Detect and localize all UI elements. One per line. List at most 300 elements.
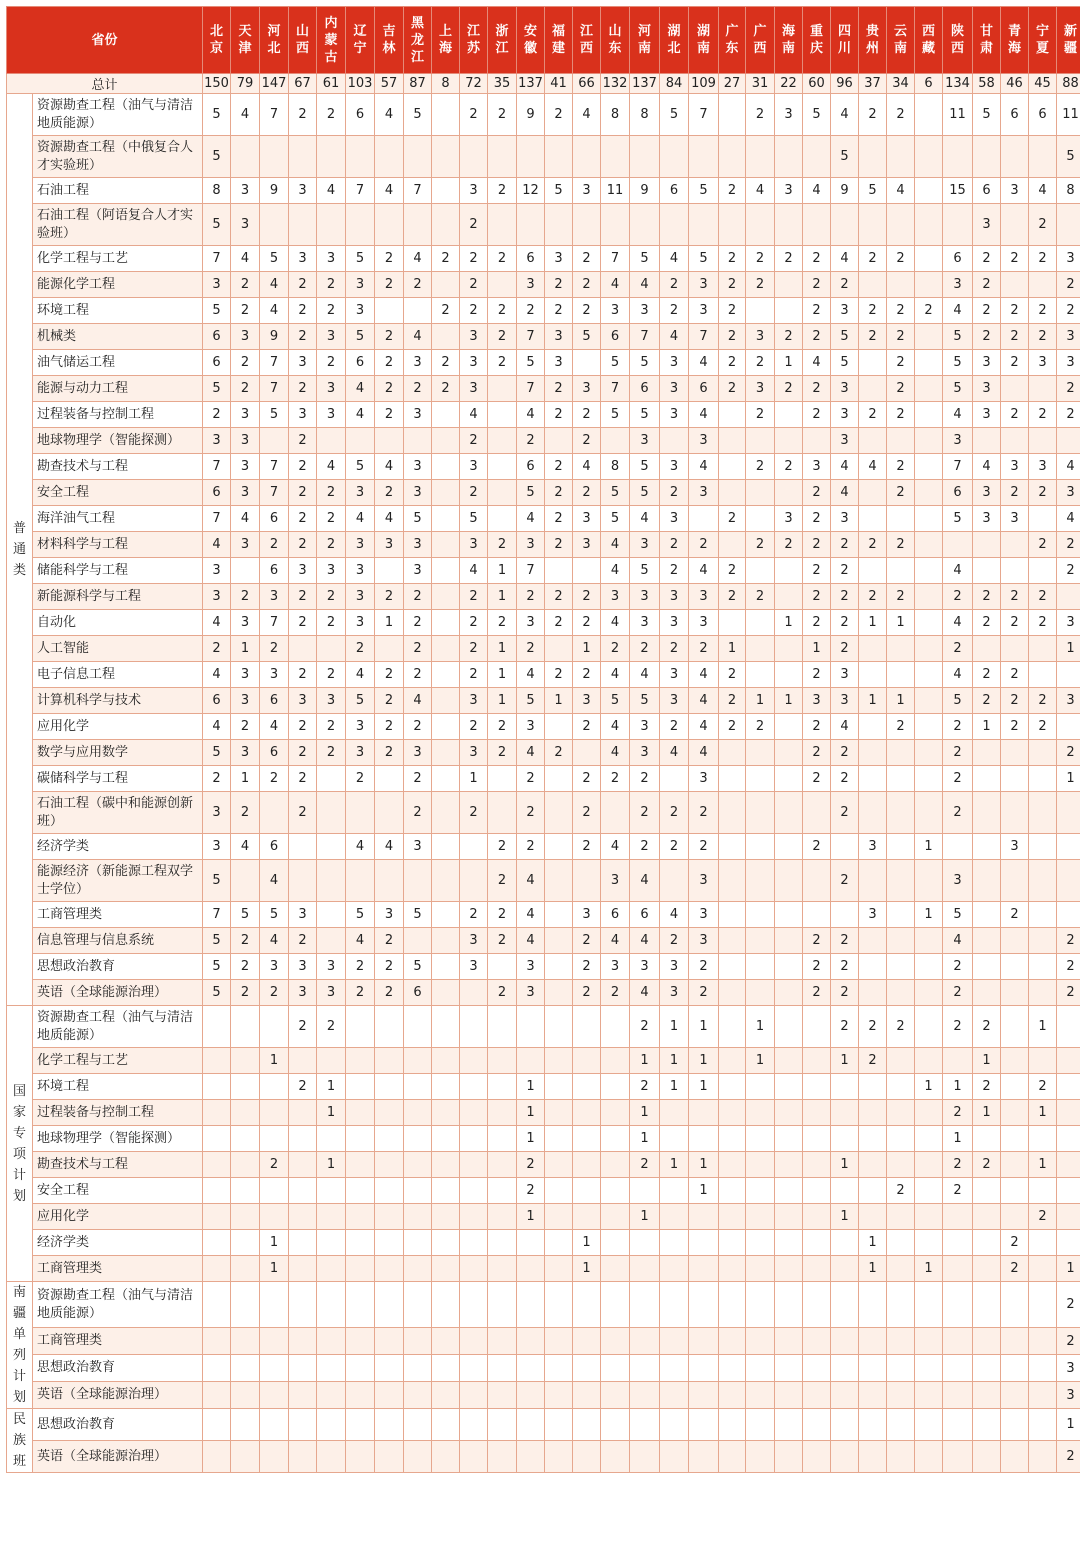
quota-cell: 4 bbox=[203, 532, 231, 558]
quota-cell: 9 bbox=[831, 178, 859, 204]
quota-cell: 2 bbox=[1029, 532, 1057, 558]
quota-cell: 4 bbox=[660, 324, 689, 350]
quota-cell bbox=[432, 1152, 460, 1178]
quota-cell bbox=[915, 480, 943, 506]
quota-cell: 2 bbox=[859, 532, 887, 558]
quota-cell bbox=[746, 792, 775, 834]
quota-cell: 2 bbox=[573, 928, 601, 954]
quota-cell: 1 bbox=[260, 1048, 289, 1074]
quota-cell: 6 bbox=[1029, 94, 1057, 136]
quota-cell: 2 bbox=[260, 980, 289, 1006]
quota-cell: 3 bbox=[660, 454, 689, 480]
province-name: 重 庆 bbox=[810, 24, 824, 56]
quota-cell bbox=[203, 1006, 231, 1048]
quota-cell bbox=[775, 1006, 803, 1048]
quota-cell bbox=[1029, 376, 1057, 402]
quota-cell bbox=[488, 1441, 517, 1473]
quota-cell: 2 bbox=[375, 350, 404, 376]
quota-cell: 2 bbox=[719, 298, 746, 324]
quota-cell: 4 bbox=[973, 454, 1001, 480]
quota-cell bbox=[719, 1230, 746, 1256]
major-name: 环境工程 bbox=[33, 298, 203, 324]
quota-cell bbox=[517, 136, 545, 178]
category-text: 民族班 bbox=[12, 1412, 26, 1469]
quota-cell: 2 bbox=[719, 584, 746, 610]
quota-cell bbox=[1001, 1409, 1029, 1441]
quota-cell: 9 bbox=[630, 178, 660, 204]
quota-cell bbox=[719, 902, 746, 928]
quota-cell bbox=[517, 204, 545, 246]
quota-cell: 1 bbox=[317, 1074, 346, 1100]
quota-cell bbox=[719, 954, 746, 980]
quota-cell: 2 bbox=[943, 1152, 973, 1178]
quota-cell bbox=[746, 980, 775, 1006]
quota-cell bbox=[432, 506, 460, 532]
quota-cell: 2 bbox=[943, 636, 973, 662]
quota-cell bbox=[289, 1355, 317, 1382]
quota-cell: 2 bbox=[488, 928, 517, 954]
quota-cell: 1 bbox=[231, 766, 260, 792]
quota-cell: 2 bbox=[859, 246, 887, 272]
province-header bbox=[719, 7, 746, 74]
quota-cell bbox=[545, 1006, 573, 1048]
quota-cell: 1 bbox=[915, 834, 943, 860]
province-header bbox=[660, 7, 689, 74]
quota-cell bbox=[404, 1441, 432, 1473]
quota-cell bbox=[1001, 860, 1029, 902]
quota-cell: 2 bbox=[803, 376, 831, 402]
quota-cell: 2 bbox=[488, 94, 517, 136]
quota-cell: 2 bbox=[973, 610, 1001, 636]
quota-cell bbox=[203, 1409, 231, 1441]
quota-cell: 2 bbox=[831, 860, 859, 902]
quota-cell: 9 bbox=[260, 178, 289, 204]
quota-cell bbox=[545, 204, 573, 246]
table-row bbox=[7, 610, 1080, 636]
quota-cell bbox=[573, 740, 601, 766]
quota-cell bbox=[346, 1178, 375, 1204]
quota-cell bbox=[915, 428, 943, 454]
quota-cell: 3 bbox=[231, 454, 260, 480]
table-row bbox=[7, 246, 1080, 272]
quota-cell bbox=[488, 506, 517, 532]
quota-cell: 2 bbox=[803, 324, 831, 350]
quota-cell: 3 bbox=[689, 584, 719, 610]
quota-cell bbox=[375, 1355, 404, 1382]
quota-cell bbox=[573, 1048, 601, 1074]
quota-cell bbox=[973, 860, 1001, 902]
quota-cell bbox=[831, 1256, 859, 1282]
quota-cell: 2 bbox=[545, 480, 573, 506]
quota-cell: 2 bbox=[488, 350, 517, 376]
quota-cell: 1 bbox=[746, 1006, 775, 1048]
quota-cell bbox=[630, 1282, 660, 1328]
quota-cell bbox=[887, 558, 915, 584]
quota-cell: 2 bbox=[943, 740, 973, 766]
quota-cell: 2 bbox=[803, 246, 831, 272]
quota-cell bbox=[719, 1441, 746, 1473]
quota-cell: 3 bbox=[831, 376, 859, 402]
quota-cell bbox=[859, 954, 887, 980]
quota-cell: 2 bbox=[460, 714, 488, 740]
quota-cell bbox=[915, 584, 943, 610]
quota-cell: 3 bbox=[231, 532, 260, 558]
quota-cell bbox=[317, 1230, 346, 1256]
quota-cell bbox=[746, 1178, 775, 1204]
quota-cell bbox=[660, 1355, 689, 1382]
quota-cell bbox=[460, 1282, 488, 1328]
quota-cell: 5 bbox=[630, 350, 660, 376]
quota-cell: 2 bbox=[719, 178, 746, 204]
quota-cell: 3 bbox=[231, 480, 260, 506]
quota-cell: 3 bbox=[1057, 480, 1080, 506]
quota-cell bbox=[517, 1409, 545, 1441]
quota-cell: 2 bbox=[1057, 272, 1080, 298]
quota-cell bbox=[432, 1126, 460, 1152]
quota-cell: 4 bbox=[517, 402, 545, 428]
quota-cell: 7 bbox=[260, 480, 289, 506]
quota-cell: 5 bbox=[260, 402, 289, 428]
quota-cell bbox=[915, 1006, 943, 1048]
quota-cell bbox=[660, 428, 689, 454]
quota-cell: 4 bbox=[831, 480, 859, 506]
quota-cell bbox=[859, 1355, 887, 1382]
quota-cell bbox=[803, 428, 831, 454]
quota-cell bbox=[630, 1382, 660, 1409]
quota-cell: 6 bbox=[260, 834, 289, 860]
quota-cell bbox=[432, 954, 460, 980]
quota-cell bbox=[517, 1282, 545, 1328]
quota-cell: 7 bbox=[630, 324, 660, 350]
quota-cell: 4 bbox=[1029, 178, 1057, 204]
quota-cell: 2 bbox=[1029, 402, 1057, 428]
quota-cell: 1 bbox=[689, 1178, 719, 1204]
quota-cell bbox=[1057, 1074, 1080, 1100]
quota-cell bbox=[488, 480, 517, 506]
quota-cell bbox=[346, 204, 375, 246]
province-header bbox=[943, 7, 973, 74]
quota-cell bbox=[460, 1100, 488, 1126]
quota-cell: 3 bbox=[630, 428, 660, 454]
quota-cell bbox=[317, 636, 346, 662]
quota-cell bbox=[488, 1382, 517, 1409]
quota-cell: 2 bbox=[859, 324, 887, 350]
quota-cell bbox=[346, 136, 375, 178]
quota-cell: 1 bbox=[630, 1048, 660, 1074]
quota-cell: 2 bbox=[260, 1152, 289, 1178]
quota-cell: 4 bbox=[746, 178, 775, 204]
table-row bbox=[7, 402, 1080, 428]
quota-cell bbox=[943, 1382, 973, 1409]
total-cell: 45 bbox=[1029, 74, 1057, 94]
quota-cell: 4 bbox=[660, 902, 689, 928]
quota-cell bbox=[775, 792, 803, 834]
quota-cell bbox=[1001, 1100, 1029, 1126]
province-name: 上 海 bbox=[439, 24, 453, 56]
quota-cell bbox=[432, 1048, 460, 1074]
quota-cell: 3 bbox=[460, 178, 488, 204]
quota-cell: 3 bbox=[831, 298, 859, 324]
quota-cell: 2 bbox=[831, 766, 859, 792]
quota-cell bbox=[375, 428, 404, 454]
quota-cell: 2 bbox=[1057, 558, 1080, 584]
quota-cell: 2 bbox=[719, 688, 746, 714]
quota-cell: 2 bbox=[1001, 350, 1029, 376]
quota-cell: 5 bbox=[630, 558, 660, 584]
quota-cell: 6 bbox=[260, 688, 289, 714]
major-name: 能源化学工程 bbox=[33, 272, 203, 298]
quota-cell bbox=[231, 136, 260, 178]
quota-cell bbox=[660, 204, 689, 246]
quota-cell: 4 bbox=[831, 714, 859, 740]
quota-cell bbox=[915, 1178, 943, 1204]
quota-cell: 4 bbox=[231, 246, 260, 272]
quota-cell bbox=[260, 1006, 289, 1048]
table-row bbox=[7, 1355, 1080, 1382]
quota-cell bbox=[601, 1204, 630, 1230]
quota-cell: 2 bbox=[943, 980, 973, 1006]
quota-cell: 2 bbox=[573, 834, 601, 860]
quota-cell bbox=[289, 1100, 317, 1126]
quota-cell bbox=[1029, 740, 1057, 766]
quota-cell: 4 bbox=[630, 928, 660, 954]
quota-cell: 1 bbox=[831, 1048, 859, 1074]
quota-cell bbox=[545, 980, 573, 1006]
quota-cell: 7 bbox=[689, 324, 719, 350]
total-cell: 137 bbox=[517, 74, 545, 94]
table-row bbox=[7, 1100, 1080, 1126]
quota-cell: 2 bbox=[289, 714, 317, 740]
quota-cell bbox=[460, 1178, 488, 1204]
table-row bbox=[7, 506, 1080, 532]
quota-cell bbox=[231, 1382, 260, 1409]
quota-cell bbox=[545, 1382, 573, 1409]
quota-cell: 2 bbox=[375, 402, 404, 428]
quota-cell: 2 bbox=[1001, 1230, 1029, 1256]
province-name: 河 北 bbox=[267, 24, 281, 56]
province-header bbox=[573, 7, 601, 74]
quota-cell bbox=[573, 1409, 601, 1441]
quota-cell: 3 bbox=[203, 834, 231, 860]
quota-cell: 2 bbox=[404, 610, 432, 636]
quota-cell bbox=[859, 1178, 887, 1204]
quota-cell bbox=[460, 834, 488, 860]
quota-cell: 2 bbox=[887, 376, 915, 402]
province-name: 广 西 bbox=[753, 24, 767, 56]
quota-cell bbox=[746, 1074, 775, 1100]
quota-cell: 3 bbox=[1057, 1382, 1080, 1409]
quota-cell: 1 bbox=[573, 636, 601, 662]
table-row bbox=[7, 688, 1080, 714]
quota-cell bbox=[432, 1204, 460, 1230]
quota-cell bbox=[460, 1126, 488, 1152]
quota-cell bbox=[775, 1204, 803, 1230]
quota-cell: 3 bbox=[203, 792, 231, 834]
province-header bbox=[404, 7, 432, 74]
quota-cell: 3 bbox=[289, 954, 317, 980]
quota-cell bbox=[831, 1074, 859, 1100]
quota-cell: 1 bbox=[915, 902, 943, 928]
quota-cell: 11 bbox=[943, 94, 973, 136]
quota-cell bbox=[1029, 272, 1057, 298]
province-header-label: 省份 bbox=[7, 7, 203, 74]
table-row bbox=[7, 1256, 1080, 1282]
quota-cell: 2 bbox=[573, 272, 601, 298]
quota-cell bbox=[375, 636, 404, 662]
quota-cell bbox=[203, 1328, 231, 1355]
quota-cell: 2 bbox=[943, 766, 973, 792]
total-cell: 137 bbox=[630, 74, 660, 94]
quota-cell: 4 bbox=[630, 506, 660, 532]
quota-cell: 1 bbox=[859, 1230, 887, 1256]
quota-cell: 3 bbox=[460, 740, 488, 766]
table-row bbox=[7, 1230, 1080, 1256]
quota-cell bbox=[375, 204, 404, 246]
quota-cell: 1 bbox=[660, 1074, 689, 1100]
quota-cell bbox=[404, 1382, 432, 1409]
quota-cell: 3 bbox=[630, 584, 660, 610]
quota-cell: 3 bbox=[973, 204, 1001, 246]
quota-cell bbox=[317, 1355, 346, 1382]
quota-cell: 2 bbox=[317, 584, 346, 610]
quota-cell bbox=[404, 1006, 432, 1048]
quota-cell: 2 bbox=[573, 610, 601, 636]
quota-cell bbox=[719, 1048, 746, 1074]
quota-cell: 6 bbox=[260, 558, 289, 584]
quota-cell: 6 bbox=[404, 980, 432, 1006]
quota-cell bbox=[346, 1256, 375, 1282]
quota-cell bbox=[1057, 662, 1080, 688]
quota-cell: 2 bbox=[1029, 610, 1057, 636]
quota-cell bbox=[775, 480, 803, 506]
major-name: 应用化学 bbox=[33, 1204, 203, 1230]
quota-cell: 2 bbox=[289, 792, 317, 834]
quota-cell: 2 bbox=[973, 1074, 1001, 1100]
quota-cell: 7 bbox=[203, 246, 231, 272]
quota-cell: 2 bbox=[1029, 480, 1057, 506]
quota-cell bbox=[601, 1048, 630, 1074]
quota-cell bbox=[1001, 1178, 1029, 1204]
quota-cell bbox=[1001, 1441, 1029, 1473]
quota-cell bbox=[660, 1126, 689, 1152]
quota-cell: 5 bbox=[601, 402, 630, 428]
table-row bbox=[7, 298, 1080, 324]
quota-cell bbox=[545, 1126, 573, 1152]
quota-cell: 2 bbox=[488, 324, 517, 350]
quota-cell bbox=[432, 1282, 460, 1328]
total-cell: 84 bbox=[660, 74, 689, 94]
quota-cell: 1 bbox=[231, 636, 260, 662]
quota-cell: 2 bbox=[887, 298, 915, 324]
quota-cell bbox=[719, 204, 746, 246]
quota-cell: 2 bbox=[317, 714, 346, 740]
major-name: 计算机科学与技术 bbox=[33, 688, 203, 714]
quota-cell bbox=[973, 1328, 1001, 1355]
quota-cell: 1 bbox=[943, 1126, 973, 1152]
quota-cell: 1 bbox=[803, 636, 831, 662]
quota-cell: 2 bbox=[260, 532, 289, 558]
quota-cell: 12 bbox=[517, 178, 545, 204]
quota-cell: 3 bbox=[203, 584, 231, 610]
major-name: 经济学类 bbox=[33, 1230, 203, 1256]
quota-cell: 4 bbox=[601, 532, 630, 558]
quota-cell bbox=[660, 1204, 689, 1230]
total-cell: 46 bbox=[1001, 74, 1029, 94]
quota-cell: 2 bbox=[803, 928, 831, 954]
quota-cell: 1 bbox=[317, 1100, 346, 1126]
quota-cell: 2 bbox=[317, 662, 346, 688]
quota-cell bbox=[488, 1100, 517, 1126]
quota-cell bbox=[630, 204, 660, 246]
quota-cell bbox=[1001, 428, 1029, 454]
quota-cell bbox=[432, 662, 460, 688]
quota-cell bbox=[887, 1441, 915, 1473]
quota-cell: 2 bbox=[573, 662, 601, 688]
quota-cell bbox=[973, 954, 1001, 980]
quota-cell: 3 bbox=[404, 402, 432, 428]
quota-cell: 2 bbox=[746, 402, 775, 428]
quota-cell bbox=[1057, 834, 1080, 860]
total-cell: 132 bbox=[601, 74, 630, 94]
table-row bbox=[7, 980, 1080, 1006]
quota-cell bbox=[887, 1328, 915, 1355]
quota-cell bbox=[973, 636, 1001, 662]
quota-cell: 1 bbox=[689, 1152, 719, 1178]
quota-cell: 2 bbox=[630, 636, 660, 662]
quota-cell: 3 bbox=[460, 324, 488, 350]
major-name: 勘查技术与工程 bbox=[33, 1152, 203, 1178]
total-cell: 6 bbox=[915, 74, 943, 94]
quota-cell: 2 bbox=[1001, 246, 1029, 272]
quota-cell bbox=[488, 1282, 517, 1328]
quota-cell: 5 bbox=[203, 94, 231, 136]
quota-cell bbox=[404, 1100, 432, 1126]
quota-cell bbox=[432, 402, 460, 428]
province-header bbox=[973, 7, 1001, 74]
quota-cell bbox=[432, 1100, 460, 1126]
quota-cell: 2 bbox=[404, 584, 432, 610]
quota-cell: 2 bbox=[831, 532, 859, 558]
quota-cell bbox=[289, 636, 317, 662]
quota-cell bbox=[375, 792, 404, 834]
quota-cell bbox=[660, 1382, 689, 1409]
quota-cell bbox=[746, 834, 775, 860]
quota-cell: 2 bbox=[859, 402, 887, 428]
quota-cell: 3 bbox=[346, 584, 375, 610]
quota-cell: 1 bbox=[887, 610, 915, 636]
table-row bbox=[7, 558, 1080, 584]
quota-cell bbox=[517, 1256, 545, 1282]
province-header bbox=[1029, 7, 1057, 74]
quota-cell: 2 bbox=[859, 298, 887, 324]
quota-cell: 5 bbox=[660, 94, 689, 136]
quota-cell: 2 bbox=[719, 558, 746, 584]
quota-cell bbox=[775, 298, 803, 324]
quota-cell: 2 bbox=[887, 246, 915, 272]
quota-cell: 5 bbox=[689, 178, 719, 204]
quota-cell bbox=[775, 1100, 803, 1126]
quota-cell: 4 bbox=[517, 902, 545, 928]
quota-cell: 2 bbox=[460, 480, 488, 506]
quota-cell: 2 bbox=[746, 584, 775, 610]
quota-cell bbox=[601, 1282, 630, 1328]
quota-cell: 2 bbox=[660, 298, 689, 324]
quota-cell: 1 bbox=[260, 1256, 289, 1282]
quota-cell: 2 bbox=[289, 428, 317, 454]
quota-cell bbox=[404, 1409, 432, 1441]
quota-cell: 2 bbox=[1057, 402, 1080, 428]
quota-cell: 3 bbox=[831, 428, 859, 454]
